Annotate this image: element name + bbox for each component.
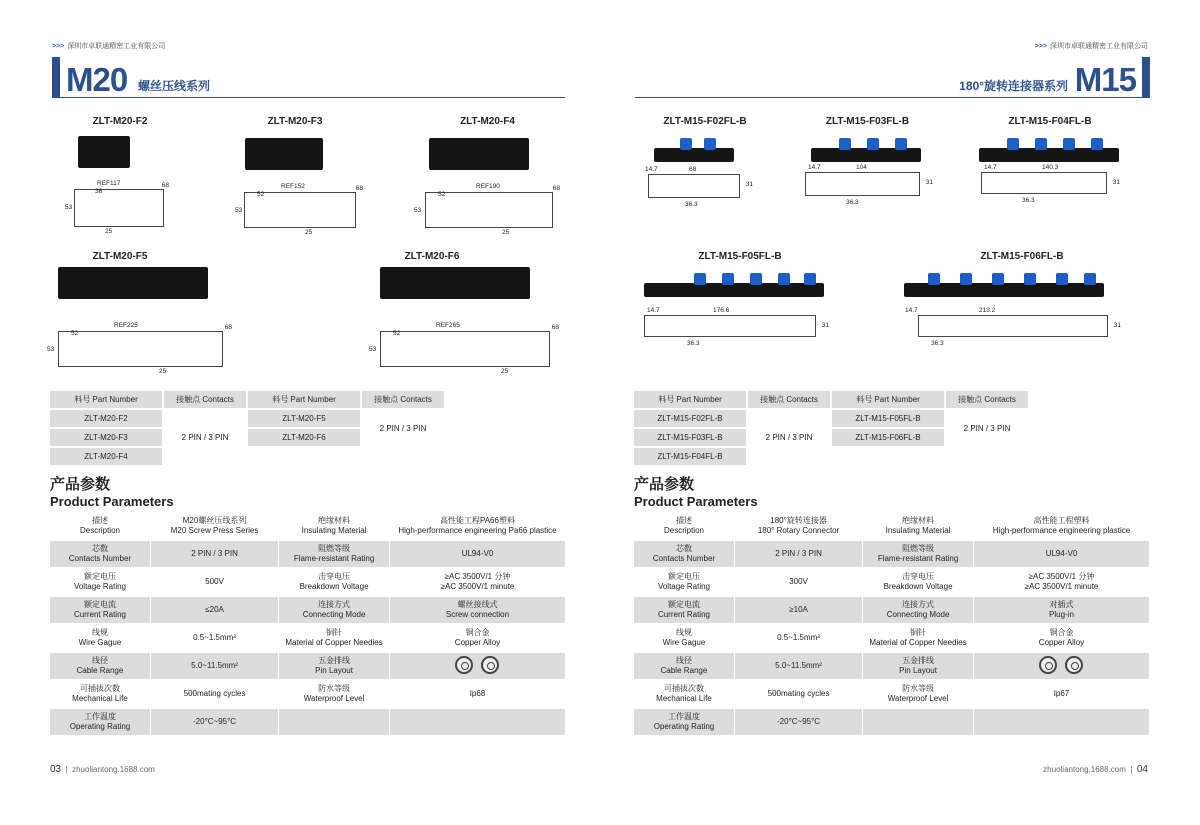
params-row: 线规 Wire Gague 0.5~1.5mm² 铜针 Material of Copper Needies 铜合金 Copper Alloy — [50, 625, 565, 651]
product-m15-f04fl-b — [975, 116, 1125, 216]
series-title: 螺丝压线系列 — [138, 79, 211, 93]
params-row: 线径 Cable Range 5.0~11.5mm² 五金排线 Pin Layout — [634, 653, 1149, 679]
product-m15-f05fl-b — [640, 251, 840, 356]
pin-layout-icon — [455, 656, 473, 674]
product-m20-f3 — [230, 116, 363, 246]
params-heading: 产品参数 Product Parameters — [634, 476, 758, 509]
part-number-table: 料号 Part Number 接触点 Contacts 料号 Part Number 接触点 Contacts ZLT-M15-F02FL-B 2 PIN / 3 PIN ZLT-M15-F05FL-B 2 PIN / 3 PIN ZLT-M15-F03FL-B ZLT-M15-F06FL-B ZLT-M15-F04FL-B — [632, 389, 1030, 467]
section-header — [635, 57, 1150, 98]
params-table — [634, 511, 1149, 737]
company-name: >>> 深圳市卓联通精密工业有限公司 — [1034, 43, 1148, 50]
pin-layout-icon — [481, 656, 499, 674]
dimension-drawing: REF265 52 68 53 25 — [369, 322, 559, 375]
dimension-drawing: REF152 52 68 53 25 — [235, 183, 363, 236]
company-name: >>> 深圳市卓联通精密工业有限公司 — [52, 43, 166, 50]
params-row: 额定电压 Voltage Rating 300V 击穿电压 Breakdown Voltage ≥AC 3500V/1 分钟 ≥AC 3500V/1 minute — [634, 569, 1149, 595]
params-row: 工作温度 Operating Rating -20°C~95°C — [50, 709, 565, 735]
pin-layout-icon — [1065, 656, 1083, 674]
product-photo — [245, 138, 323, 170]
dimension-drawing: REF117 36 68 53 25 — [65, 180, 169, 235]
product-photo — [429, 138, 529, 170]
model-title: M15 — [1074, 61, 1136, 98]
product-photo — [904, 283, 1104, 297]
section-header — [52, 57, 565, 98]
params-heading: 产品参数 Product Parameters — [50, 476, 174, 509]
params-row: 芯数 Contacts Number 2 PIN / 3 PIN 阻燃等级 Flame-resistant Rating UL94-V0 — [50, 541, 565, 567]
dimension-drawing: REF190 52 68 53 25 — [414, 183, 560, 236]
params-row: 描述 Description 180°旋转连接器 180° Rotary Connector 绝缘材料 Insulating Material 高性能工程塑料 High-performance engineering plastice — [634, 513, 1149, 539]
product-photo — [58, 267, 208, 299]
product-m15-f02fl-b — [640, 116, 770, 216]
params-row: 额定电流 Current Rating ≤20A 连接方式 Connecting Mode 螺丝接线式 Screw connection — [50, 597, 565, 623]
model-title: M20 — [66, 61, 128, 98]
dimension-drawing: 140.3 14.7 31 36.3 — [981, 172, 1107, 194]
dimension-drawing: 104 14.7 31 36.3 — [805, 172, 920, 196]
product-m20-f4 — [415, 116, 560, 246]
header-bar — [52, 57, 60, 98]
series-title: 180°旋转连接器系列 — [959, 79, 1068, 93]
dimension-drawing: 176.6 14.7 31 36.3 — [644, 315, 816, 337]
params-row: 线规 Wire Gague 0.5~1.5mm² 铜针 Material of Copper Needies 铜合金 Copper Alloy — [634, 625, 1149, 651]
params-row: 可插拔次数 Mechanical Life 500mating cycles 防水等级 Waterproof Level Ip68 — [50, 681, 565, 707]
params-table — [50, 511, 565, 737]
product-m20-f6 — [369, 251, 562, 375]
header-bar — [1142, 57, 1150, 98]
product-name: ZLT-M20-F4 — [460, 116, 515, 127]
params-row: 描述 Description M20螺丝压线系列 M20 Screw Press Series 绝缘材料 Insulating Material 高性能工程PA66塑料 High-performance engineering Pa66 plastice — [50, 513, 565, 539]
product-photo — [654, 148, 734, 162]
product-photo — [380, 267, 530, 299]
footer: zhuoliantong.1688.com | 04 — [1043, 764, 1148, 775]
product-photo — [811, 148, 921, 162]
product-m15-f06fl-b — [902, 251, 1142, 356]
params-row: 额定电压 Voltage Rating 500V 击穿电压 Breakdown Voltage ≥AC 3500V/1 分钟 ≥AC 3500V/1 minute — [50, 569, 565, 595]
product-name: ZLT-M20-F2 — [92, 116, 148, 127]
product-m20-f5 — [47, 251, 232, 375]
pin-layout-icon — [1039, 656, 1057, 674]
params-row: 工作温度 Operating Rating -20°C~95°C — [634, 709, 1149, 735]
product-name: ZLT-M15-F06FL-B — [980, 251, 1064, 262]
product-name: ZLT-M15-F03FL-B — [825, 116, 910, 127]
part-number-table: 料号 Part Number 接触点 Contacts 料号 Part Number 接触点 Contacts ZLT-M20-F2 2 PIN / 3 PIN ZLT-M20-F5 2 PIN / 3 PIN ZLT-M20-F3 ZLT-M20-F6 ZLT-M20-F4 — [48, 389, 446, 467]
product-m20-f2 — [60, 116, 180, 246]
dimension-drawing: 68 14.7 31 36.3 — [645, 166, 753, 208]
params-row: 可插拔次数 Mechanical Life 500mating cycles 防水等级 Waterproof Level Ip67 — [634, 681, 1149, 707]
product-photo — [78, 136, 130, 168]
product-photo — [979, 148, 1119, 162]
dimension-drawing: 213.2 14.7 31 36.3 — [905, 307, 1121, 347]
product-m15-f03fl-b — [805, 116, 933, 216]
product-photo — [644, 283, 824, 297]
product-name: ZLT-M15-F04FL-B — [1008, 116, 1092, 127]
params-row: 线径 Cable Range 5.0~11.5mm² 五金排线 Pin Layout — [50, 653, 565, 679]
product-name: ZLT-M20-F3 — [267, 116, 323, 127]
dimension-drawing: REF225 52 68 53 25 — [47, 322, 232, 375]
page-right — [600, 0, 1200, 825]
product-name: ZLT-M20-F5 — [92, 251, 148, 262]
product-name: ZLT-M15-F05FL-B — [698, 251, 782, 262]
product-name: ZLT-M20-F6 — [404, 251, 460, 262]
params-row: 芯数 Contacts Number 2 PIN / 3 PIN 阻燃等级 Flame-resistant Rating UL94-V0 — [634, 541, 1149, 567]
pin-layout-icons — [389, 653, 565, 679]
pin-layout-icons — [973, 653, 1149, 679]
params-row: 额定电流 Current Rating ≥10A 连接方式 Connecting Mode 对插式 Plug-in — [634, 597, 1149, 623]
footer: 03 | zhuoliantong.1688.com — [50, 764, 155, 775]
product-name: ZLT-M15-F02FL-B — [663, 116, 747, 127]
